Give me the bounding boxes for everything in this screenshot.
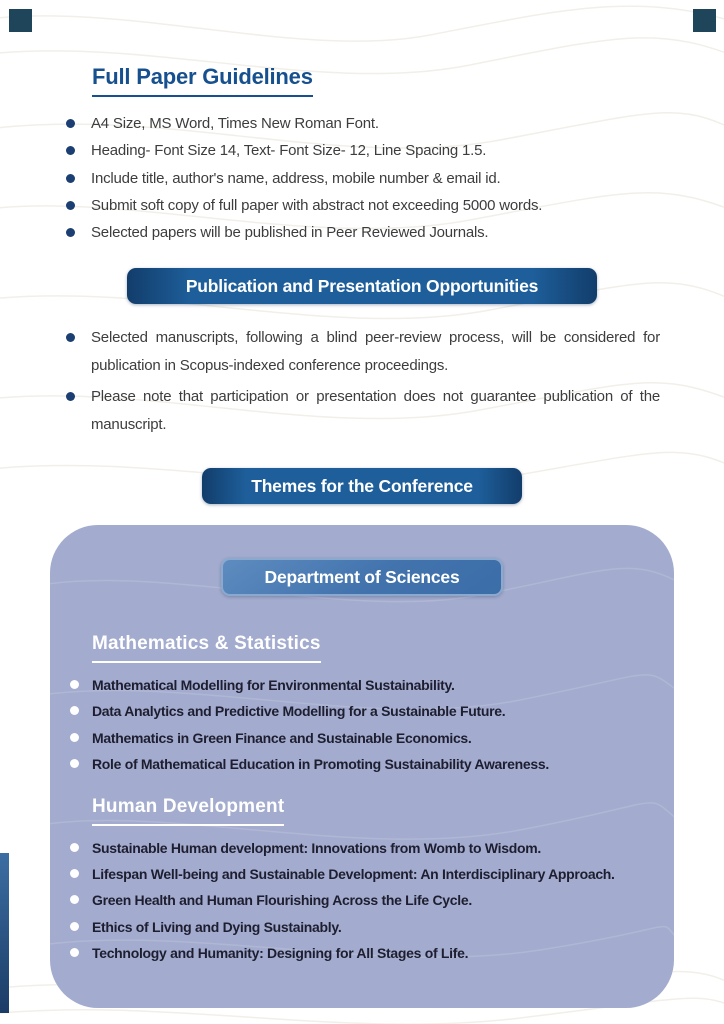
bullet-icon <box>66 333 75 342</box>
list-item <box>70 839 632 857</box>
mathematics-list <box>70 676 632 773</box>
department-banner: Department of Sciences <box>221 558 503 596</box>
list-item-text: Include title, author's name, address, mobile number & email id. <box>91 169 501 187</box>
bullet-icon <box>70 706 79 715</box>
list-item <box>66 114 660 134</box>
list-item <box>66 169 660 189</box>
publication-banner: Publication and Presentation Opportunities <box>127 268 597 304</box>
bullet-icon <box>66 228 75 237</box>
list-item <box>66 383 660 439</box>
list-item-text: Sustainable Human development: Innovations from Womb to Wisdom. <box>92 840 541 856</box>
bullet-icon <box>70 759 79 768</box>
section-title-human-development: Human Development <box>92 796 284 826</box>
page-title: Full Paper Guidelines <box>92 64 313 97</box>
list-item-text: Mathematical Modelling for Environmental Sustainability. <box>92 677 455 694</box>
list-item <box>66 196 660 216</box>
list-item <box>70 891 632 909</box>
list-item-text: Lifespan Well-being and Sustainable Development: An Interdisciplinary Approach. <box>92 866 615 883</box>
human-development-list <box>70 839 632 962</box>
list-item-text: Green Health and Human Flourishing Across the Life Cycle. <box>92 892 472 909</box>
list-item-text: Selected papers will be published in Peer Reviewed Journals. <box>91 224 489 241</box>
list-item-text: Please note that participation or presentation does not guarantee publication of the manuscript. <box>91 387 660 433</box>
list-item <box>70 729 632 747</box>
guidelines-section <box>92 64 724 97</box>
list-item <box>70 944 632 962</box>
bullet-icon <box>66 119 75 128</box>
bullet-icon <box>70 948 79 957</box>
list-item <box>70 865 632 883</box>
list-item <box>70 918 632 936</box>
department-panel <box>50 525 674 1008</box>
publication-list <box>0 324 724 438</box>
list-item-text: Selected manuscripts, following a blind peer-review process, will be considered for publication in Scopus-indexed conference proceedings. <box>91 329 660 374</box>
corner-decoration-left <box>9 9 32 32</box>
list-item <box>70 755 632 773</box>
bullet-icon <box>66 146 75 155</box>
section-title-mathematics: Mathematics & Statistics <box>92 633 321 663</box>
list-item <box>66 141 660 161</box>
bullet-icon <box>70 869 79 878</box>
themes-banner: Themes for the Conference <box>202 468 522 504</box>
list-item-text: Heading- Font Size 14, Text- Font Size- 12, Line Spacing 1.5. <box>91 142 487 160</box>
bullet-icon <box>70 680 79 689</box>
guidelines-list <box>0 114 724 243</box>
list-item-text: Submit soft copy of full paper with abstract not exceeding 5000 words. <box>91 196 543 214</box>
bullet-icon <box>70 733 79 742</box>
list-item-text: Role of Mathematical Education in Promoting Sustainability Awareness. <box>92 755 549 772</box>
bullet-icon <box>70 922 79 931</box>
list-item <box>66 223 660 243</box>
list-item-text: Mathematics in Green Finance and Sustainable Economics. <box>92 729 472 746</box>
bullet-icon <box>66 201 75 210</box>
list-item-text: Ethics of Living and Dying Sustainably. <box>92 918 342 935</box>
bullet-icon <box>66 392 75 401</box>
corner-decoration-right <box>693 9 716 32</box>
list-item-text: Data Analytics and Predictive Modelling for a Sustainable Future. <box>92 703 506 720</box>
bullet-icon <box>66 174 75 183</box>
list-item-text: Technology and Humanity: Designing for All Stages of Life. <box>92 944 469 961</box>
list-item-text: A4 Size, MS Word, Times New Roman Font. <box>91 115 379 132</box>
bullet-icon <box>70 895 79 904</box>
side-accent-bar <box>0 853 9 1013</box>
bullet-icon <box>70 843 79 852</box>
list-item <box>66 324 660 380</box>
list-item <box>70 676 632 694</box>
list-item <box>70 702 632 720</box>
